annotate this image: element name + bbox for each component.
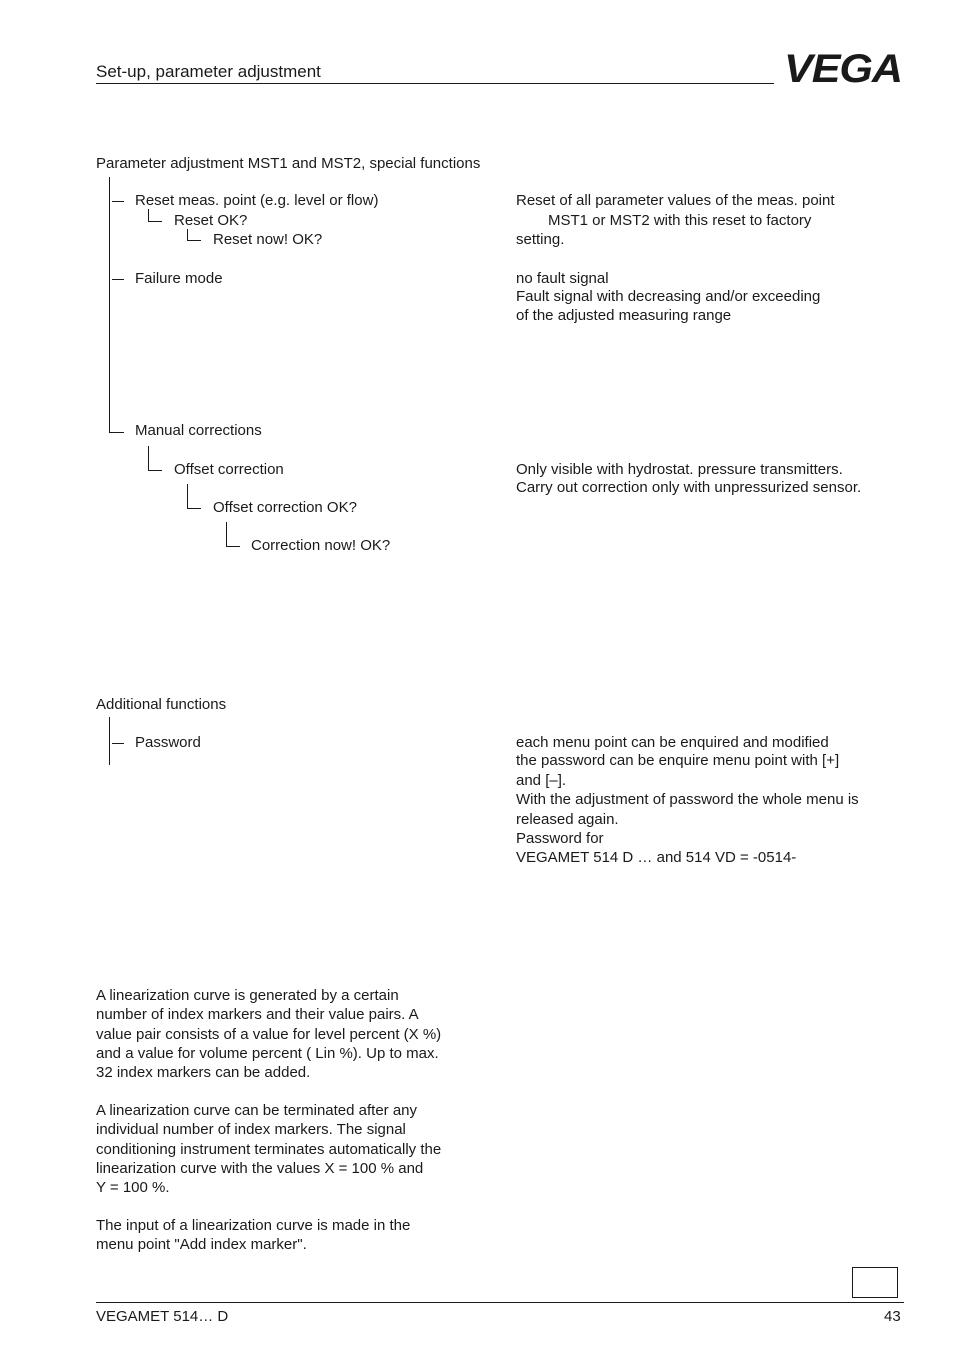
menu-item-manual-corrections: Manual corrections xyxy=(135,422,262,439)
reset-desc-line-3: setting. xyxy=(516,231,565,248)
password-desc-line-6: Password for xyxy=(516,830,604,847)
paragraph-3-line-2: menu point "Add index marker". xyxy=(96,1236,307,1253)
menu-item-offset-correction-ok: Offset correction OK? xyxy=(213,499,357,516)
failure-desc-line-1: no fault signal xyxy=(516,270,609,287)
reset-desc-line-2: MST1 or MST2 with this reset to factory xyxy=(548,212,812,229)
tree-sub-trunk xyxy=(226,522,227,547)
tree-sub-branch xyxy=(187,508,201,509)
password-desc-line-3: and [–]. xyxy=(516,772,567,789)
paragraph-1-line-2: number of index markers and their value pairs. A xyxy=(96,1006,419,1023)
section-title-additional-functions: Additional functions xyxy=(96,696,227,713)
tree-branch xyxy=(109,432,124,433)
tree-branch xyxy=(112,201,124,202)
tree-sub-branch xyxy=(148,221,162,222)
paragraph-1-line-1: A linearization curve is generated by a certain xyxy=(96,987,399,1004)
password-desc-line-4: With the adjustment of password the whole menu is xyxy=(516,791,859,808)
paragraph-1-line-4: and a value for volume percent ( Lin %). Up to max. xyxy=(96,1045,439,1062)
password-desc-line-7: VEGAMET 514 D … and 514 VD = -0514- xyxy=(516,849,797,866)
failure-desc-line-3: of the adjusted measuring range xyxy=(516,307,732,324)
tree-branch xyxy=(112,743,124,744)
header-rule xyxy=(96,83,774,84)
tree-sub-trunk xyxy=(187,484,188,509)
section-title-parameter-adjustment: Parameter adjustment MST1 and MST2, special functions xyxy=(96,155,481,172)
paragraph-3-line-1: The input of a linearization curve is made in the xyxy=(96,1217,411,1234)
menu-item-reset-now: Reset now! OK? xyxy=(213,231,323,248)
corner-box xyxy=(852,1267,898,1298)
tree-sub-branch xyxy=(226,546,240,547)
menu-item-offset-correction: Offset correction xyxy=(174,461,284,478)
menu-item-failure-mode: Failure mode xyxy=(135,270,223,287)
tree-trunk xyxy=(109,717,110,765)
menu-item-reset-meas-point: Reset meas. point (e.g. level or flow) xyxy=(135,192,379,209)
menu-item-reset-ok: Reset OK? xyxy=(174,212,248,229)
tree-sub-branch xyxy=(187,240,201,241)
password-desc-line-5: released again. xyxy=(516,811,619,828)
paragraph-1-line-3: value pair consists of a value for level percent (X %) xyxy=(96,1026,442,1043)
vega-logo xyxy=(784,50,904,84)
password-desc-line-2: the password can be enquire menu point with [+] xyxy=(516,752,840,769)
tree-branch xyxy=(112,279,124,280)
paragraph-2-line-5: Y = 100 %. xyxy=(96,1179,170,1196)
tree-sub-trunk xyxy=(148,446,149,471)
page-header-title: Set-up, parameter adjustment xyxy=(96,62,321,81)
paragraph-2-line-4: linearization curve with the values X = 100 % and xyxy=(96,1160,424,1177)
paragraph-1-line-5: 32 index markers can be added. xyxy=(96,1064,311,1081)
menu-item-password: Password xyxy=(135,734,201,751)
footer-product: VEGAMET 514… D xyxy=(96,1308,229,1325)
footer-rule xyxy=(96,1302,904,1303)
paragraph-2-line-1: A linearization curve can be terminated after any xyxy=(96,1102,418,1119)
offset-desc-line-2: Carry out correction only with unpressurized sensor. xyxy=(516,479,862,496)
paragraph-2-line-2: individual number of index markers. The signal xyxy=(96,1121,406,1138)
password-desc-line-1: each menu point can be enquired and modified xyxy=(516,734,829,751)
paragraph-2-line-3: conditioning instrument terminates automatically the xyxy=(96,1141,442,1158)
failure-desc-line-2: Fault signal with decreasing and/or exceeding xyxy=(516,288,821,305)
reset-desc-line-1: Reset of all parameter values of the meas. point xyxy=(516,192,835,209)
tree-trunk xyxy=(109,177,110,432)
tree-sub-branch xyxy=(148,470,162,471)
menu-item-correction-now: Correction now! OK? xyxy=(251,537,391,554)
svg-text:VEGA: VEGA xyxy=(784,50,902,84)
offset-desc-line-1: Only visible with hydrostat. pressure transmitters. xyxy=(516,461,843,478)
page-number: 43 xyxy=(884,1308,901,1325)
